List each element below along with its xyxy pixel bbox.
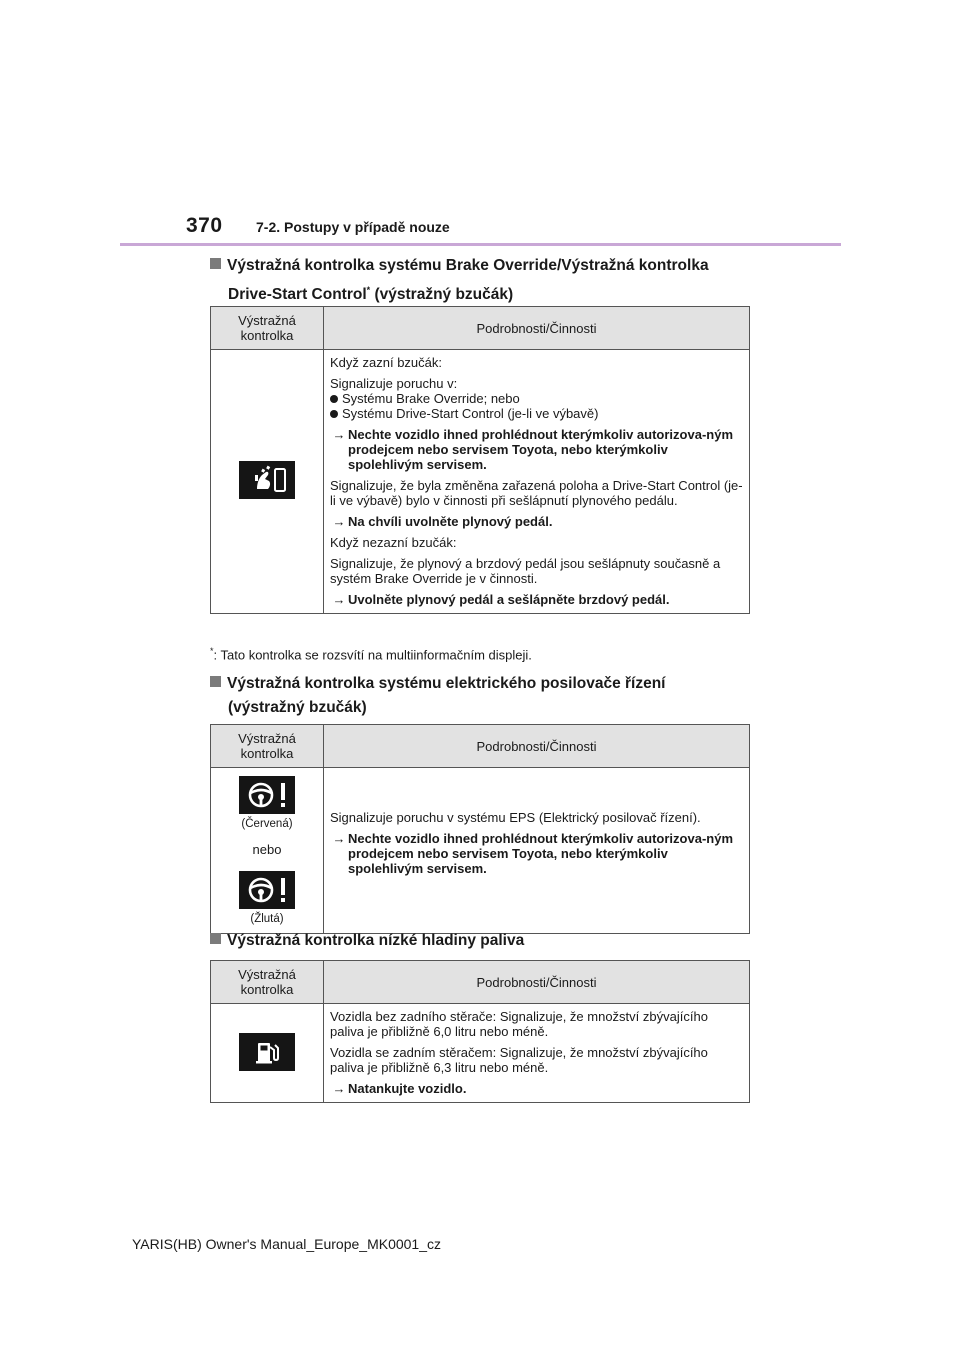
square-bullet-icon — [210, 933, 221, 944]
foot-on-pedal-warning-icon — [239, 461, 295, 499]
list-item: Systému Drive-Start Control (je-li ve výbavě) — [330, 406, 743, 421]
table-fuel — [210, 960, 750, 1103]
column-header-indicator: Výstražná kontrolka — [211, 961, 324, 1004]
table-eps — [210, 724, 750, 934]
table-header-row — [211, 307, 750, 350]
column-header-details: Podrobnosti/Činnosti — [324, 961, 750, 1004]
footnote: *: Tato kontrolka se rozsvítí na multiinformačním displeji. — [210, 646, 532, 663]
table-header-row — [211, 725, 750, 768]
arrow-icon: → — [332, 592, 346, 607]
heading-eps: Výstražná kontrolka systému elektrického posilovače řízení (výstražný bzučák) — [210, 672, 666, 720]
arrow-icon: → — [332, 1081, 346, 1096]
column-header-details: Podrobnosti/Činnosti — [324, 725, 750, 768]
action-line: → Nechte vozidlo ihned prohlédnout kterýmkoliv autorizova-ným prodejcem nebo servisem Toyota, nebo kterýmkoliv spolehlivým servisem. — [330, 427, 743, 472]
square-bullet-icon — [210, 676, 221, 687]
page-number: 370 — [186, 214, 223, 237]
bullet-icon — [330, 410, 338, 418]
heading-brake-override: Výstražná kontrolka systému Brake Override/Výstražná kontrolka Drive-Start Control* (výstražný bzučák) — [210, 254, 709, 307]
column-header-indicator: Výstražná kontrolka — [211, 307, 324, 350]
table-header-row — [211, 961, 750, 1004]
footer: YARIS(HB) Owner's Manual_Europe_MK0001_cz — [132, 1236, 441, 1252]
steering-wheel-warning-icon-red — [239, 776, 295, 814]
section-title: 7-2. Postupy v případě nouze — [256, 219, 450, 235]
column-header-details: Podrobnosti/Činnosti — [324, 307, 750, 350]
arrow-icon: → — [332, 831, 346, 846]
table-brake-override — [210, 306, 750, 614]
or-label: nebo — [252, 842, 282, 857]
column-header-indicator: Výstražná kontrolka — [211, 725, 324, 768]
caption-red: (Červená) — [241, 818, 293, 830]
arrow-icon: → — [332, 514, 346, 529]
fuel-pump-icon — [239, 1033, 295, 1071]
header-rule — [120, 243, 841, 246]
table-row: Vozidla bez zadního stěrače: Signalizuje, že množství zbývajícího paliva je přibližně 6,0 litru nebo méně. Vozidla se zadním stěračem: Signalizuje, že množství zbývajícího paliva je přibližně 6,3 litru nebo méně. → Natankujte vozidlo. — [211, 1004, 750, 1103]
caption-yellow: (Žlutá) — [250, 913, 284, 925]
action-line: → Na chvíli uvolněte plynový pedál. — [330, 514, 743, 529]
bullet-icon — [330, 395, 338, 403]
action-line: → Uvolněte plynový pedál a sešlápněte brzdový pedál. — [330, 592, 743, 607]
action-line: → Nechte vozidlo ihned prohlédnout kterýmkoliv autorizova-ným prodejcem nebo servisem Toyota, nebo kterýmkoliv spolehlivým servisem. — [330, 831, 743, 876]
table-row: Když zazní bzučák: Signalizuje poruchu v: Systému Brake Override; nebo Systému Drive-Start Control (je-li ve výbavě) → Nechte vozidlo ihned prohlédnout kterýmkoliv autorizova-ným prodejcem nebo servisem Toyota, nebo kterýmkoliv spolehlivým servisem. Signalizuje, že byla změněna zařazená poloha a Drive-Start Control (je-li ve výbavě) bylo v činnosti při sešlápnutí plynového pedálu. → Na chvíli uvolněte plynový pedál. Když nezazní bzučák: Signalizuje, že plynový a brzdový pedál jsou sešlápnuty současně a systém Brake Override je v činnosti. → Uvolněte plynový pedál a sešlápněte brzdový pedál. — [211, 350, 750, 614]
table-row: (Červená) nebo (Žlutá) Signalizuje poruchu v systému EPS (Elektrický posilovač řízení). → Nechte vozidlo ihned prohlédnout kterýmkoliv autorizova-ným prodejcem nebo servisem Toyota, nebo kterýmkoliv spolehlivým servisem. — [211, 768, 750, 934]
action-line: → Natankujte vozidlo. — [330, 1081, 743, 1096]
steering-wheel-warning-icon-yellow — [239, 871, 295, 909]
heading-fuel: Výstražná kontrolka nízké hladiny paliva — [210, 929, 524, 953]
square-bullet-icon — [210, 258, 221, 269]
arrow-icon: → — [332, 427, 346, 442]
list-item: Systému Brake Override; nebo — [330, 391, 743, 406]
